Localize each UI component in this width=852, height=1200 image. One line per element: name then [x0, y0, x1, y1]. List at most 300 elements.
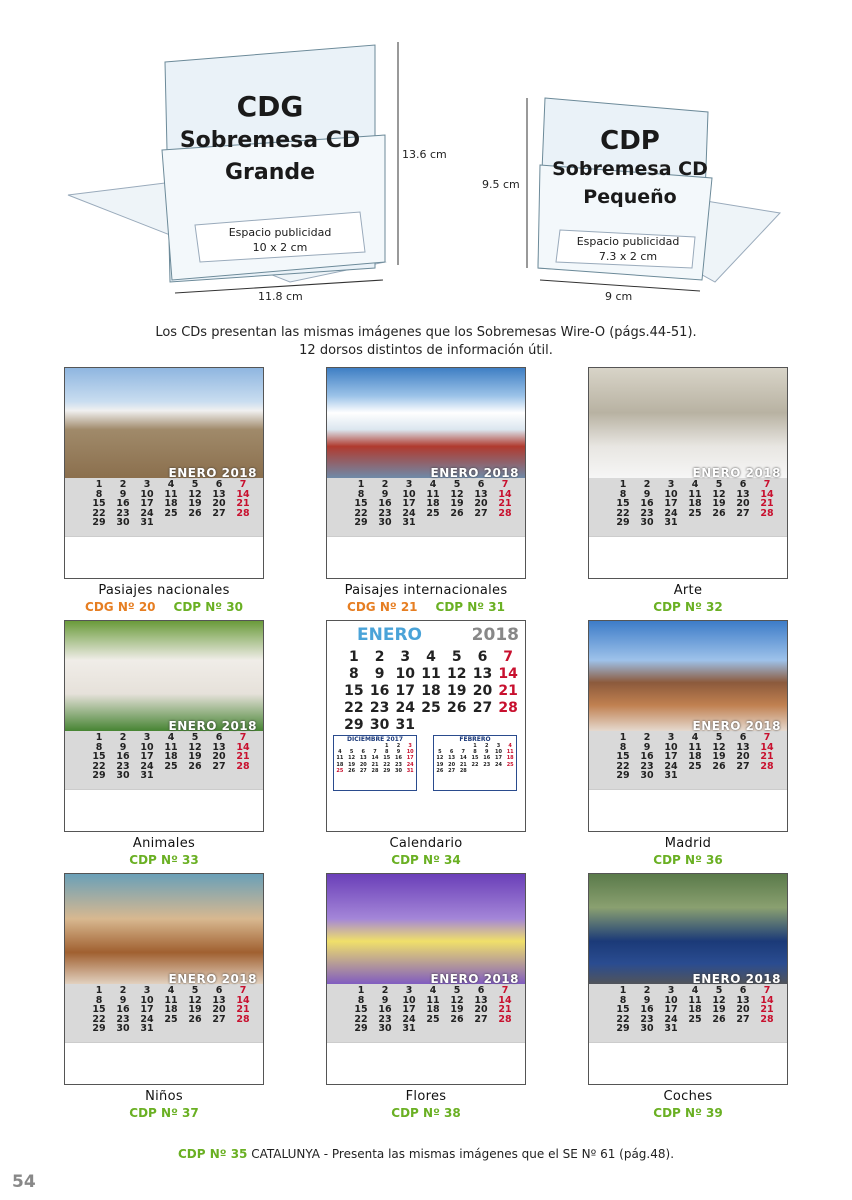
calendar-day: 14: [236, 994, 250, 1006]
calendar-day: 21: [498, 498, 512, 510]
calendar-month: ENERO 2018: [692, 466, 781, 480]
calendar-month: ENERO 2018: [430, 972, 519, 986]
calendar-day: 10: [140, 994, 154, 1006]
product-photo: [65, 368, 264, 480]
footer-code: CDP Nº 35: [177, 1147, 248, 1161]
calendar-day: 18: [164, 498, 178, 510]
calendar-day: [755, 1024, 779, 1034]
calendar-day: 23: [116, 760, 130, 772]
product-card[interactable]: [588, 620, 788, 832]
calendar-day: [421, 518, 445, 528]
calendar-day: 24: [140, 1013, 154, 1025]
calendar-day: 20: [736, 1004, 750, 1016]
big-calendar-day: 31: [395, 717, 416, 733]
calendar-day: 23: [640, 760, 654, 772]
calendar-day: 7: [501, 479, 509, 490]
calendar-day: 15: [354, 1004, 368, 1016]
calendar-day: 18: [164, 1004, 178, 1016]
cdg-line2: Grande: [224, 160, 316, 185]
calendar-day: [469, 518, 493, 528]
calendar-day: [421, 1024, 445, 1034]
calendar-day: [707, 771, 731, 781]
calendar-grid: [611, 986, 781, 1034]
calendar-row: [611, 762, 781, 772]
mini-calendar-title: DICIEMBRE 2017: [334, 736, 416, 743]
product-photo: [65, 621, 264, 733]
calendar-row: [349, 518, 519, 528]
product-photo: [589, 621, 788, 733]
calendar-day: 26: [188, 507, 202, 519]
product-card[interactable]: [588, 367, 788, 579]
calendar-month: ENERO 2018: [168, 972, 257, 986]
calendar-day: 26: [188, 1013, 202, 1025]
calendar-day: 27: [736, 760, 750, 772]
calendar-day: 17: [402, 1004, 416, 1016]
calendar-row: [611, 771, 781, 781]
calendar-day: 28: [760, 1013, 774, 1025]
big-calendar-day: 23: [369, 700, 390, 716]
calendar-day: [683, 1024, 707, 1034]
calendar-day: 13: [212, 741, 226, 753]
calendar-day: 25: [164, 760, 178, 772]
calendar-day: 17: [664, 1004, 678, 1016]
calendar-day: 28: [236, 507, 250, 519]
calendar-day: 8: [619, 488, 627, 500]
calendar-month: ENERO 2018: [168, 466, 257, 480]
calendar-day: [231, 1024, 255, 1034]
calendar-day: 4: [691, 479, 699, 490]
product-title: Paisajes internacionales: [344, 583, 508, 598]
calendar-day: 7: [763, 985, 771, 996]
big-calendar-day: 8: [348, 666, 359, 682]
calendar-row: [87, 518, 257, 528]
calendar-day: [755, 771, 779, 781]
calendar-day: 28: [498, 507, 512, 519]
calendar-day: 15: [616, 751, 630, 763]
calendar-day: 9: [643, 994, 651, 1006]
calendar-day: 3: [143, 985, 151, 996]
calendar-day: 27: [212, 760, 226, 772]
big-calendar-day: 27: [472, 700, 493, 716]
calendar-day: [707, 518, 731, 528]
calendar-day: [183, 1024, 207, 1034]
cdp-line2: Pequeño: [583, 186, 677, 208]
advertising-space: [65, 789, 264, 832]
calendar-day: 20: [736, 498, 750, 510]
calendar-day: 24: [402, 507, 416, 519]
product-codes: [558, 1106, 818, 1120]
calendar-month: ENERO 2018: [692, 719, 781, 733]
calendar-day: 4: [691, 732, 699, 743]
mini-calendar-february: FEBRERO 1 2 3 4 5 6 7 8 9 10 11 12 13 14 15 16 17 18 19 20 21 22 23 24 25 26 27 28: [433, 735, 517, 791]
calendar-day: 21: [760, 751, 774, 763]
big-calendar-day: 3: [400, 649, 411, 665]
calendar-day: 8: [619, 741, 627, 753]
product-card[interactable]: [588, 873, 788, 1085]
calendar-day: 10: [140, 488, 154, 500]
calendar-day: 18: [164, 751, 178, 763]
product-photo: [589, 874, 788, 986]
calendar-row: [87, 1015, 257, 1025]
product-title: Coches: [663, 1089, 713, 1104]
calendar-day: 1: [95, 732, 103, 743]
calendar-day: 18: [426, 1004, 440, 1016]
intro-line1: Los CDs presentan las mismas imágenes que los Sobremesas Wire-O (págs.44-51).: [155, 325, 697, 340]
product-photo: [65, 874, 264, 986]
product-card[interactable]: [326, 367, 526, 579]
product-codes: [296, 853, 556, 867]
calendar-day: 14: [760, 741, 774, 753]
calendar-day: 2: [119, 479, 127, 490]
calendar-day: 24: [140, 760, 154, 772]
calendar-day: 31: [140, 1023, 154, 1035]
calendar-day: 11: [164, 741, 178, 753]
calendar-day: 20: [736, 751, 750, 763]
calendar-day: 8: [619, 994, 627, 1006]
calendar-row: [87, 1024, 257, 1034]
calendar-day: 26: [450, 507, 464, 519]
calendar-day: 2: [643, 479, 651, 490]
calendar-day: 30: [640, 1023, 654, 1035]
calendar-day: 7: [763, 479, 771, 490]
calendar-day: 25: [164, 507, 178, 519]
calendar-row: [87, 509, 257, 519]
big-calendar-row: [341, 683, 521, 700]
calendar-grid: [87, 986, 257, 1034]
calendar-day: 17: [140, 751, 154, 763]
calendar-row: [349, 509, 519, 519]
calendar-day: 16: [378, 1004, 392, 1016]
calendar-day: 6: [739, 985, 747, 996]
calendar-day: 30: [640, 517, 654, 529]
big-calendar-day: 13: [472, 666, 493, 682]
cdp-height: 9.5 cm: [482, 178, 520, 191]
product-code-cdp: CDP Nº 37: [129, 1106, 199, 1120]
calendar-day: 17: [140, 1004, 154, 1016]
big-calendar-day: 28: [498, 700, 518, 716]
calendar-day: 30: [640, 770, 654, 782]
calendar-day: [183, 518, 207, 528]
calendar-day: 23: [640, 507, 654, 519]
big-calendar-day: 17: [395, 683, 416, 699]
calendar-day: 10: [664, 741, 678, 753]
calendar-day: 29: [354, 1023, 368, 1035]
calendar-day: [231, 771, 255, 781]
footer-text: CATALUNYA - Presenta las mismas imágenes que el SE Nº 61 (pág.48).: [247, 1147, 675, 1161]
calendar-day: 14: [236, 488, 250, 500]
calendar-day: 25: [426, 507, 440, 519]
calendar-day: [445, 518, 469, 528]
cdp-width: 9 cm: [605, 290, 633, 303]
calendar-day: 22: [616, 507, 630, 519]
big-calendar-year: 2018: [471, 625, 519, 645]
calendar-day: 17: [140, 498, 154, 510]
calendar-day: 27: [212, 1013, 226, 1025]
big-calendar-day: 6: [477, 649, 488, 665]
calendar-row: [349, 1024, 519, 1034]
calendar-day: 3: [143, 479, 151, 490]
calendar-day: 6: [477, 479, 485, 490]
calendar-day: 23: [116, 507, 130, 519]
calendar-day: 19: [450, 1004, 464, 1016]
calendar-day: 29: [354, 517, 368, 529]
product-photo: [327, 874, 526, 986]
calendar-day: 15: [92, 498, 106, 510]
calendar-day: 13: [212, 488, 226, 500]
big-calendar-day: 7: [503, 649, 514, 665]
calendar-day: 5: [191, 732, 199, 743]
calendar-day: 27: [736, 507, 750, 519]
calendar-day: 30: [116, 1023, 130, 1035]
calendar-grid: [87, 733, 257, 781]
calendar-day: [493, 1024, 517, 1034]
mini-calendar-december: DICIEMBRE 2017 1 2 3 4 5 6 7 8 9 10 11 12 13 14 15 16 17 18 19 20 21 22 23 24 25 26 27 28 29 30 31: [333, 735, 417, 791]
big-calendar-day: 9: [374, 666, 385, 682]
cdg-height: 13.6 cm: [402, 148, 447, 161]
calendar-day: [159, 771, 183, 781]
calendar-day: 22: [354, 1013, 368, 1025]
calendar-day: 23: [640, 1013, 654, 1025]
calendar-day: 4: [691, 985, 699, 996]
calendar-day: 1: [95, 985, 103, 996]
product-code-cdp: CDP Nº 36: [653, 853, 723, 867]
calendar-row: [611, 509, 781, 519]
calendar-day: [731, 1024, 755, 1034]
stands-illustration: [0, 0, 852, 310]
calendar-day: 30: [116, 517, 130, 529]
calendar-day: 8: [357, 488, 365, 500]
calendar-day: 10: [664, 994, 678, 1006]
big-calendar-day: 20: [472, 683, 493, 699]
product-codes: [34, 600, 294, 614]
calendar-day: 15: [92, 751, 106, 763]
calendar-day: 18: [426, 498, 440, 510]
calendar-day: 29: [92, 770, 106, 782]
calendar-day: 22: [92, 507, 106, 519]
product-code-cdp: CDP Nº 34: [391, 853, 461, 867]
big-calendar-row: [341, 666, 521, 683]
calendar-day: 5: [453, 985, 461, 996]
calendar-day: 19: [450, 498, 464, 510]
calendar-day: 19: [188, 751, 202, 763]
big-calendar-day: 15: [344, 683, 364, 699]
product-card[interactable]: [326, 873, 526, 1085]
product-code-cdp: CDP Nº 39: [653, 1106, 723, 1120]
calendar-day: [731, 771, 755, 781]
product-photo: [589, 368, 788, 480]
calendar-day: 7: [763, 732, 771, 743]
product-title: Animales: [132, 836, 196, 851]
cdg-space-label: Espacio publicidad: [228, 226, 332, 239]
calendar-day: 29: [92, 517, 106, 529]
calendar-day: 9: [119, 741, 127, 753]
product-title: Madrid: [664, 836, 712, 851]
calendar-day: 22: [354, 507, 368, 519]
big-calendar-day: 12: [446, 666, 467, 682]
calendar-day: 13: [474, 488, 488, 500]
big-calendar-day: [418, 717, 444, 734]
big-calendar-day: 25: [421, 700, 441, 716]
product-card[interactable]: [64, 873, 264, 1085]
calendar-day: 16: [640, 1004, 654, 1016]
calendar-day: 5: [453, 479, 461, 490]
calendar-day: 6: [739, 732, 747, 743]
big-calendar-day: [495, 717, 521, 734]
calendar-day: 10: [664, 488, 678, 500]
calendar-day: 19: [712, 751, 726, 763]
calendar-day: 20: [212, 1004, 226, 1016]
calendar-day: 7: [239, 732, 247, 743]
advertising-space: [589, 1042, 788, 1085]
big-calendar-day: [470, 717, 496, 734]
calendar-day: 22: [616, 1013, 630, 1025]
calendar-day: 3: [143, 732, 151, 743]
calendar-day: 21: [498, 1004, 512, 1016]
big-calendar-day: 2: [374, 649, 385, 665]
calendar-day: 31: [402, 517, 416, 529]
calendar-day: 26: [188, 760, 202, 772]
product-code-cdp: CDP Nº 31: [435, 600, 505, 614]
calendar-day: 17: [664, 751, 678, 763]
calendar-day: 3: [667, 479, 675, 490]
product-card[interactable]: [326, 620, 526, 832]
calendar-day: 2: [119, 732, 127, 743]
calendar-day: 26: [450, 1013, 464, 1025]
calendar-day: 7: [239, 985, 247, 996]
calendar-day: 10: [402, 488, 416, 500]
cdp-line1: Sobremesa CD: [552, 158, 708, 180]
product-code-cdp: CDP Nº 30: [173, 600, 243, 614]
calendar-day: 11: [164, 488, 178, 500]
calendar-day: [731, 518, 755, 528]
calendar-day: 10: [140, 741, 154, 753]
cdp-space-size: 7.3 x 2 cm: [598, 250, 658, 263]
calendar-day: [707, 1024, 731, 1034]
big-calendar-day: 4: [426, 649, 436, 665]
calendar-day: 13: [736, 994, 750, 1006]
calendar-day: 14: [498, 488, 512, 500]
calendar-day: 20: [212, 498, 226, 510]
calendar-day: 1: [357, 985, 365, 996]
calendar-day: [183, 771, 207, 781]
product-card[interactable]: [64, 620, 264, 832]
calendar-day: 28: [760, 507, 774, 519]
product-code-cdp: CDP Nº 33: [129, 853, 199, 867]
calendar-day: 24: [140, 507, 154, 519]
product-codes: [296, 1106, 556, 1120]
calendar-day: 6: [739, 479, 747, 490]
calendar-day: 8: [95, 488, 103, 500]
intro-line2: 12 dorsos distintos de información útil.: [299, 343, 553, 358]
calendar-day: 9: [381, 488, 389, 500]
big-calendar-day: 14: [498, 666, 518, 682]
calendar-day: 11: [164, 994, 178, 1006]
calendar-day: 23: [116, 1013, 130, 1025]
calendar-day: 5: [715, 985, 723, 996]
big-calendar-row: [341, 717, 521, 734]
cdg-code: CDG: [236, 90, 304, 123]
calendar-day: 30: [116, 770, 130, 782]
footer-note: [0, 1147, 852, 1161]
calendar-day: 15: [92, 1004, 106, 1016]
calendar-day: 10: [402, 994, 416, 1006]
calendar-day: 28: [498, 1013, 512, 1025]
advertising-space: [65, 1042, 264, 1085]
big-calendar-day: [444, 717, 470, 734]
calendar-day: 27: [474, 1013, 488, 1025]
calendar-day: 12: [712, 488, 726, 500]
calendar-day: 6: [215, 479, 223, 490]
calendar-day: 18: [688, 751, 702, 763]
calendar-day: 17: [664, 498, 678, 510]
calendar-day: 31: [402, 1023, 416, 1035]
calendar-day: 5: [715, 732, 723, 743]
calendar-day: [683, 771, 707, 781]
calendar-month: ENERO 2018: [692, 972, 781, 986]
advertising-space: [327, 1042, 526, 1085]
calendar-day: 15: [616, 498, 630, 510]
advertising-space: [589, 789, 788, 832]
calendar-day: 3: [405, 985, 413, 996]
big-calendar-day: 29: [344, 717, 364, 733]
calendar-month: ENERO 2018: [168, 719, 257, 733]
calendar-day: 12: [450, 994, 464, 1006]
cdg-width: 11.8 cm: [258, 290, 303, 303]
calendar-day: 29: [616, 517, 630, 529]
calendar-day: 25: [688, 507, 702, 519]
calendar-day: [207, 1024, 231, 1034]
mini-calendar-title: FEBRERO: [434, 736, 516, 743]
calendar-day: 5: [191, 479, 199, 490]
calendar-day: 3: [667, 985, 675, 996]
calendar-day: 29: [616, 770, 630, 782]
calendar-day: 4: [167, 479, 175, 490]
calendar-day: [755, 518, 779, 528]
calendar-day: 1: [619, 732, 627, 743]
big-calendar-month: ENERO: [357, 625, 422, 645]
calendar-day: 24: [664, 1013, 678, 1025]
big-calendar-day: 16: [369, 683, 390, 699]
calendar-day: 1: [619, 985, 627, 996]
calendar-day: 23: [378, 507, 392, 519]
calendar-day: 12: [188, 994, 202, 1006]
calendar-day: [493, 518, 517, 528]
calendar-grid: [349, 480, 519, 528]
calendar-day: 15: [354, 498, 368, 510]
calendar-row: [611, 1024, 781, 1034]
calendar-day: 24: [664, 507, 678, 519]
calendar-day: 11: [426, 994, 440, 1006]
product-card[interactable]: [64, 367, 264, 579]
big-calendar-row: [341, 649, 521, 666]
big-calendar-day: 18: [421, 683, 441, 699]
calendar-day: [207, 518, 231, 528]
calendar-day: 24: [402, 1013, 416, 1025]
product-codes: [558, 600, 818, 614]
calendar-day: [159, 1024, 183, 1034]
calendar-day: 12: [188, 741, 202, 753]
calendar-day: 9: [643, 741, 651, 753]
product-code-cdp: CDP Nº 38: [391, 1106, 461, 1120]
calendar-day: 13: [474, 994, 488, 1006]
calendar-day: 26: [712, 507, 726, 519]
calendar-day: 21: [236, 1004, 250, 1016]
calendar-day: 13: [736, 488, 750, 500]
calendar-day: 25: [426, 1013, 440, 1025]
calendar-day: 20: [474, 1004, 488, 1016]
calendar-day: 6: [215, 732, 223, 743]
calendar-day: 19: [712, 498, 726, 510]
